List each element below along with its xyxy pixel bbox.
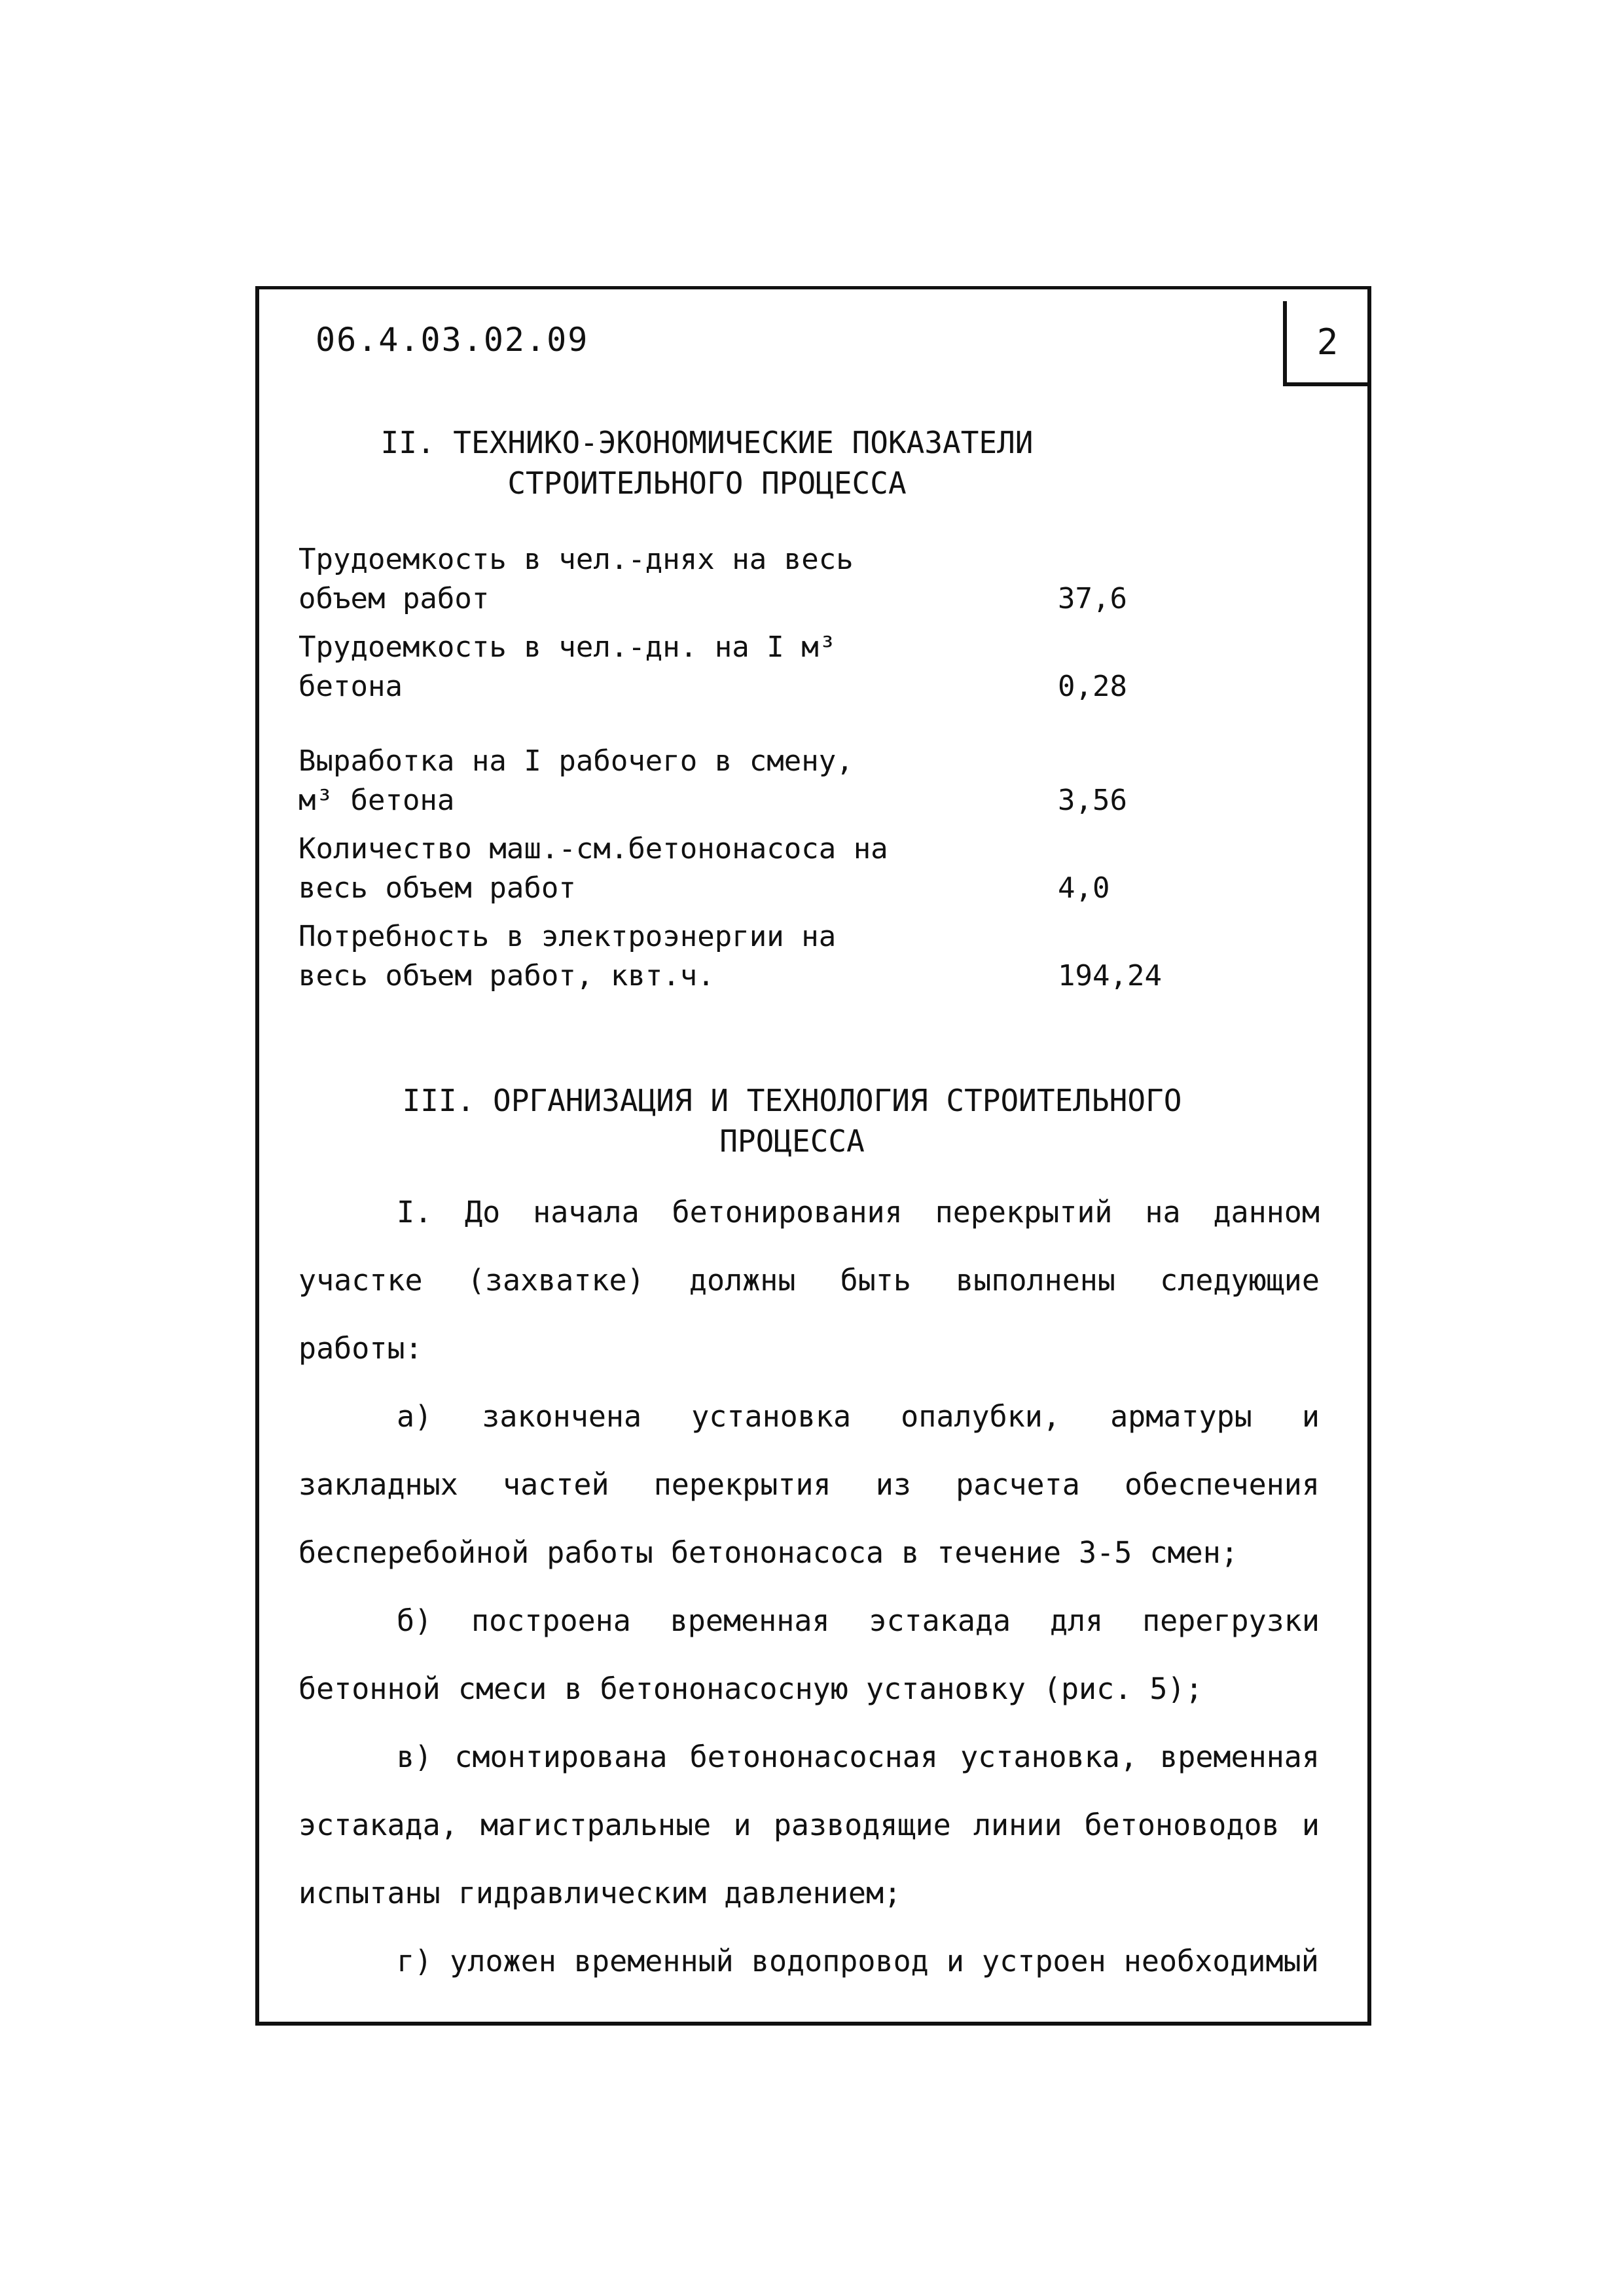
paragraph: I. До начала бетонирования перекрытий на данном участке (захватке) должны быть выполнены следующие работы: [298,1195,1320,1366]
paragraph: г) уложен временный водопровод и устроен необходимый [397,1944,1319,1978]
indicator-value: 194,24 [1058,959,1162,993]
indicator-label-line1: Потребность в электроэнергии на [298,920,837,953]
indicator-label-line2: бетона [298,670,403,703]
indicator-row [298,829,1215,908]
section-3-title-line2: ПРОЦЕССА [719,1123,865,1159]
section-2-title-line1: II. ТЕХНИКО-ЭКОНОМИЧЕСКИЕ ПОКАЗАТЕЛИ [380,425,1034,460]
indicator-row [298,628,1215,706]
paragraph: б) построена временная эстакада для перегрузки бетонной смеси в бетононасосную установку (рис. 5); [298,1603,1320,1706]
indicator-value: 0,28 [1058,670,1127,703]
section-3-title-line1: III. ОРГАНИЗАЦИЯ И ТЕХНОЛОГИЯ СТРОИТЕЛЬНОГО [402,1083,1182,1118]
indicator-row [298,742,1215,820]
page-number-box [1283,301,1368,386]
document-code: 06.4.03.02.09 [316,321,589,359]
section-3-body [298,1178,1320,1995]
indicator-label-line2: м³ бетона [298,784,455,817]
section-2-heading [262,422,1152,503]
indicator-value: 37,6 [1058,582,1127,615]
indicator-value: 3,56 [1058,784,1127,817]
section-3-heading [262,1080,1322,1161]
page-number: 2 [1316,321,1339,363]
indicator-value: 4,0 [1058,871,1110,905]
section-2-title-line2: СТРОИТЕЛЬНОГО ПРОЦЕССА [507,465,907,501]
indicator-label-line2: весь объем работ, квт.ч. [298,959,715,993]
indicator-label-line2: объем работ [298,582,490,615]
indicator-label-line1: Трудоемкость в чел.-днях на весь [298,543,854,576]
indicator-label-line1: Количество маш.-см.бетононасоса на [298,832,888,866]
paragraph: а) закончена установка опалубки, арматуры и закладных частей перекрытия из расчета обеспечения бесперебойной работы бетононасоса в течение 3-5 смен; [298,1399,1320,1570]
indicator-label-line2: весь объем работ [298,871,576,905]
indicator-row [298,917,1215,996]
paragraph: в) смонтирована бетононасосная установка, временная эстакада, магистральные и разводящие линии бетоноводов и испытаны гидравлическим давлением; [298,1740,1320,1910]
indicators-list [298,540,1215,996]
indicator-label-line1: Трудоемкость в чел.-дн. на I м³ [298,630,837,664]
indicator-row [298,540,1215,619]
indicator-label-line1: Выработка на I рабочего в смену, [298,744,854,778]
